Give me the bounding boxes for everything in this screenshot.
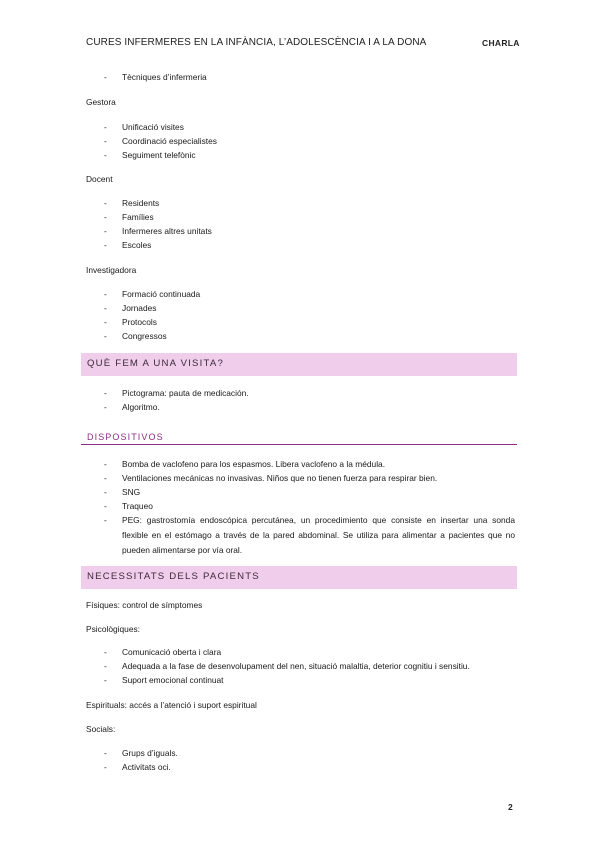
list-item: - Unificació visites xyxy=(104,122,184,132)
list-item-paragraph: - PEG: gastrostomía endoscópica percutánea, un procedimiento que consiste en insertar una sonda flexible en el estómago a través de la pared abdominal. Se utiliza para alimentar a pacientes que no pueden alimentarse por vía oral. xyxy=(104,515,515,555)
subsection-heading-dispositivos: DISPOSITIVOS xyxy=(87,432,164,442)
list-item: - Formació continuada xyxy=(104,289,201,299)
list-item: - Activitats oci. xyxy=(104,762,171,772)
list-item: - Jornades xyxy=(104,303,157,313)
list-item: - Ventilaciones mecánicas no invasivas. Niños que no tienen fuerza para respirar bien. xyxy=(104,473,438,483)
subsection-rule xyxy=(81,444,517,445)
list-item: - Bomba de vaclofeno para los espasmos. Libera vaclofeno a la médula. xyxy=(104,459,386,469)
list-item: - Escoles xyxy=(104,240,152,250)
running-header-author: CHARLA xyxy=(482,38,520,48)
list-item: - Congressos xyxy=(104,331,167,341)
list-item: - Residents xyxy=(104,198,160,208)
list-item: - SNG xyxy=(104,487,141,497)
list-item: - Seguiment telefònic xyxy=(104,150,196,160)
section-label-docent: Docent xyxy=(86,174,113,184)
list-item: - Adequada a la fase de desenvolupament del nen, situació malaltia, deterior cognitiu i sensitiu. xyxy=(104,661,470,671)
list-item: - Infermeres altres unitats xyxy=(104,226,212,236)
section-heading-necessitats: NECESSITATS DELS PACIENTS xyxy=(87,571,260,582)
page-number: 2 xyxy=(508,802,513,812)
section-label-psicologiques: Psicològiques: xyxy=(86,624,141,634)
list-item: - Suport emocional continuat xyxy=(104,675,224,685)
list-item: - Grups d’iguals. xyxy=(104,748,178,758)
list-item: - Comunicació oberta i clara xyxy=(104,647,222,657)
list-item: - Traqueo xyxy=(104,501,153,511)
list-item: - Tècniques d’infermeria xyxy=(104,72,207,82)
paragraph-fisiques: Físiques: control de símptomes xyxy=(86,600,203,610)
list-item: - Pictograma: pauta de medicación. xyxy=(104,388,249,398)
section-label-socials: Socials: xyxy=(86,724,116,734)
running-header-title: CURES INFERMERES EN LA INFÀNCIA, L’ADOLESCÈNCIA I A LA DONA xyxy=(86,37,427,48)
section-label-gestora: Gestora xyxy=(86,97,116,107)
list-item: - Algoritmo. xyxy=(104,402,160,412)
paragraph-espirituals: Espirituals: accés a l’atenció i suport espiritual xyxy=(86,700,257,710)
list-item: - Protocols xyxy=(104,317,157,327)
list-item: - Coordinació especialistes xyxy=(104,136,217,146)
section-label-investigadora: Investigadora xyxy=(86,265,137,275)
list-item: - Famílies xyxy=(104,212,154,222)
section-heading-visita: QUÈ FEM A UNA VISITA? xyxy=(87,358,224,369)
